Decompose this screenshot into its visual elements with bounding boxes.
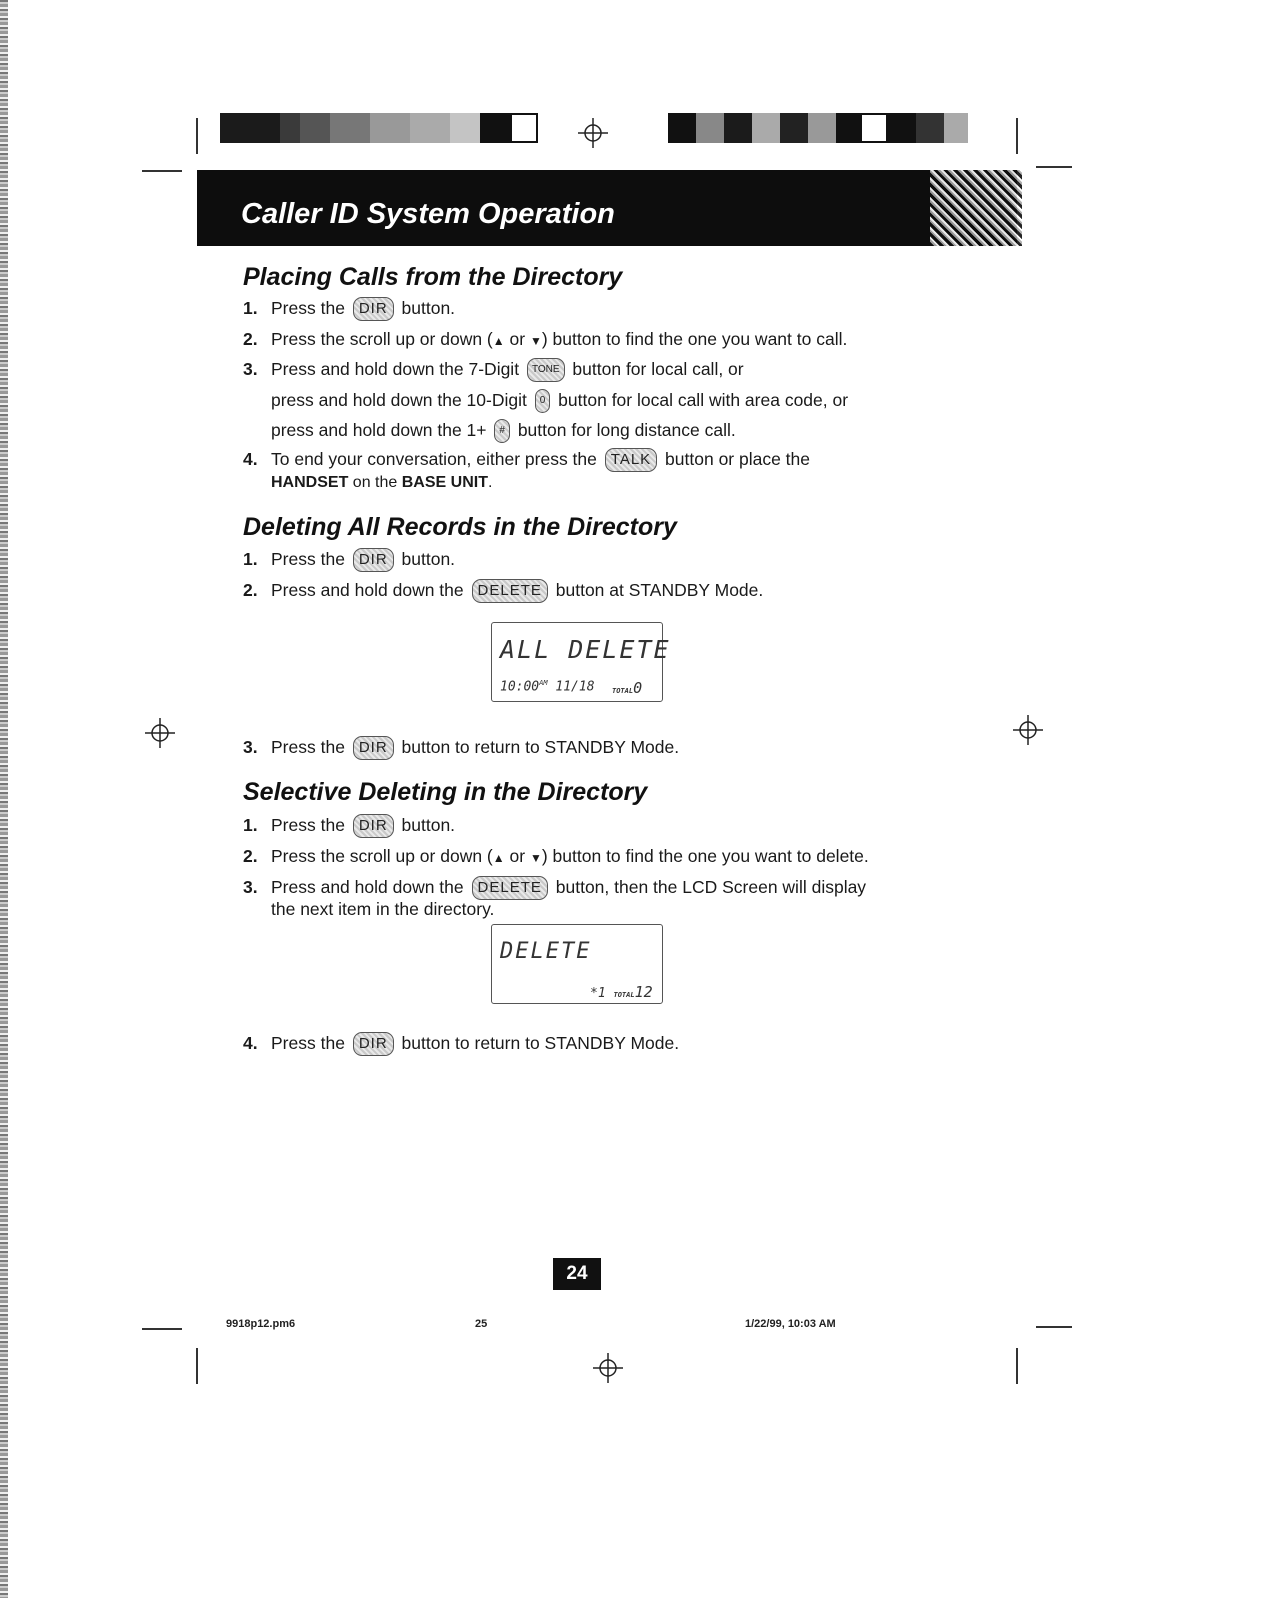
crosshair-icon bbox=[593, 1353, 623, 1383]
page-title: Caller ID System Operation bbox=[241, 198, 615, 230]
zero-key-icon: 0 bbox=[535, 389, 551, 413]
step-text: button to return to STANDBY Mode. bbox=[401, 1033, 680, 1053]
section-title-deleting-all: Deleting All Records in the Directory bbox=[243, 513, 677, 541]
step-text: button, then the LCD Screen will display bbox=[555, 877, 867, 897]
step-text: or bbox=[509, 846, 526, 866]
registration-bar-right bbox=[668, 113, 968, 143]
delete-key-icon: DELETE bbox=[472, 876, 548, 900]
lcd-total-value: 12 bbox=[634, 983, 653, 1001]
base-unit-label: BASE UNIT bbox=[401, 474, 488, 491]
step-number: 1. bbox=[243, 549, 258, 569]
step-number: 2. bbox=[243, 329, 258, 349]
step-selective-4 bbox=[243, 1032, 679, 1056]
crop-mark bbox=[142, 1328, 182, 1330]
lcd-screen-delete bbox=[491, 924, 663, 1004]
hash-key-icon: # bbox=[494, 419, 510, 443]
step-text: press and hold down the 1+ bbox=[271, 420, 487, 440]
step-text: Press the bbox=[271, 1033, 345, 1053]
step-text: or bbox=[509, 329, 526, 349]
step-number: 1. bbox=[243, 815, 258, 835]
lcd-total-label: TOTAL bbox=[613, 991, 635, 999]
step-text: Press the bbox=[271, 737, 345, 757]
tone-key-icon: TONE bbox=[527, 358, 565, 382]
up-arrow-icon: ▲ bbox=[492, 334, 505, 348]
delete-key-icon: DELETE bbox=[472, 579, 548, 603]
step-number: 2. bbox=[243, 580, 258, 600]
step-text: ) button to find the one you want to call. bbox=[541, 329, 848, 349]
step-deleting-all-3 bbox=[243, 736, 679, 760]
step-text: ) button to find the one you want to delete. bbox=[541, 846, 869, 866]
lcd-index-total bbox=[590, 983, 653, 1001]
footer-date: 1/22/99, 10:03 AM bbox=[745, 1318, 836, 1330]
step-text: . bbox=[487, 474, 493, 491]
section-title-placing-calls: Placing Calls from the Directory bbox=[243, 263, 623, 291]
step-selective-3 bbox=[243, 876, 866, 900]
step-selective-3-line2: the next item in the directory. bbox=[271, 899, 495, 919]
step-placing-4-line2 bbox=[271, 472, 492, 494]
step-text: button at STANDBY Mode. bbox=[555, 580, 764, 600]
step-placing-1 bbox=[243, 297, 455, 321]
dir-key-icon: DIR bbox=[353, 736, 394, 760]
lcd-date: 11/18 bbox=[555, 679, 595, 695]
step-deleting-all-2 bbox=[243, 579, 763, 603]
step-text: Press the scroll up or down ( bbox=[271, 846, 493, 866]
step-deleting-all-1 bbox=[243, 548, 455, 572]
step-number: 2. bbox=[243, 846, 258, 866]
lcd-main-text: ALL DELETE bbox=[500, 635, 671, 664]
lcd-ampm: AM bbox=[539, 679, 548, 687]
crosshair-icon bbox=[145, 718, 175, 748]
step-text: button. bbox=[401, 815, 456, 835]
step-number: 4. bbox=[243, 1033, 258, 1053]
page-number: 24 bbox=[553, 1258, 601, 1290]
crosshair-icon bbox=[578, 118, 608, 148]
step-placing-4 bbox=[243, 448, 810, 472]
step-text: To end your conversation, either press the bbox=[271, 449, 597, 469]
step-selective-1 bbox=[243, 814, 455, 838]
step-text: Press and hold down the bbox=[271, 877, 464, 897]
step-text: Press the bbox=[271, 815, 345, 835]
lcd-status-line bbox=[500, 679, 595, 694]
crop-mark bbox=[142, 170, 182, 172]
step-text: button to return to STANDBY Mode. bbox=[401, 737, 680, 757]
step-placing-3-line3 bbox=[271, 419, 736, 443]
crop-mark bbox=[196, 118, 198, 154]
footer-filename: 9918p12.pm6 bbox=[226, 1318, 296, 1330]
step-text: Press and hold down the 7-Digit bbox=[271, 359, 520, 379]
step-text: button or place the bbox=[665, 449, 811, 469]
step-placing-3 bbox=[243, 358, 744, 382]
dir-key-icon: DIR bbox=[353, 1032, 394, 1056]
step-placing-2 bbox=[243, 328, 847, 352]
dir-key-icon: DIR bbox=[353, 548, 394, 572]
lcd-total-value: 0 bbox=[633, 679, 643, 697]
step-text: button. bbox=[401, 298, 456, 318]
dir-key-icon: DIR bbox=[353, 297, 394, 321]
lcd-total-label: TOTAL bbox=[612, 687, 634, 695]
step-placing-3-line2 bbox=[271, 389, 848, 413]
step-text: press and hold down the 10-Digit bbox=[271, 390, 527, 410]
step-number: 3. bbox=[243, 877, 258, 897]
crosshair-icon bbox=[1013, 715, 1043, 745]
lcd-main-text: DELETE bbox=[500, 939, 592, 964]
crop-mark bbox=[196, 1348, 198, 1384]
registration-bar-left bbox=[220, 113, 538, 143]
crop-mark bbox=[1016, 118, 1018, 154]
lcd-screen-all-delete bbox=[491, 622, 671, 702]
crop-mark bbox=[1016, 1348, 1018, 1384]
step-text: button for local call with area code, or bbox=[558, 390, 849, 410]
step-text: on the bbox=[352, 474, 398, 491]
talk-key-icon: TALK bbox=[605, 448, 657, 472]
footer-page: 25 bbox=[475, 1318, 488, 1330]
down-arrow-icon: ▼ bbox=[529, 334, 542, 348]
section-title-selective-deleting: Selective Deleting in the Directory bbox=[243, 778, 648, 806]
step-text: button. bbox=[401, 549, 456, 569]
lcd-time: 10:00 bbox=[500, 679, 540, 695]
down-arrow-icon: ▼ bbox=[529, 851, 542, 865]
step-number: 1. bbox=[243, 298, 258, 318]
step-number: 4. bbox=[243, 449, 258, 469]
step-selective-2 bbox=[243, 845, 869, 869]
step-text: Press the bbox=[271, 549, 345, 569]
step-text: button for long distance call. bbox=[517, 420, 736, 440]
step-number: 3. bbox=[243, 359, 258, 379]
step-text: button for local call, or bbox=[572, 359, 744, 379]
crop-mark bbox=[1036, 1326, 1072, 1328]
crop-mark bbox=[1036, 166, 1072, 168]
lcd-total bbox=[612, 679, 642, 697]
lcd-index: *1 bbox=[590, 986, 606, 1001]
step-text: Press the scroll up or down ( bbox=[271, 329, 493, 349]
header-texture bbox=[930, 170, 1022, 246]
handset-label: HANDSET bbox=[271, 474, 349, 491]
dir-key-icon: DIR bbox=[353, 814, 394, 838]
up-arrow-icon: ▲ bbox=[492, 851, 505, 865]
step-number: 3. bbox=[243, 737, 258, 757]
scan-edge bbox=[0, 0, 8, 1598]
step-text: Press and hold down the bbox=[271, 580, 464, 600]
step-text: Press the bbox=[271, 298, 345, 318]
